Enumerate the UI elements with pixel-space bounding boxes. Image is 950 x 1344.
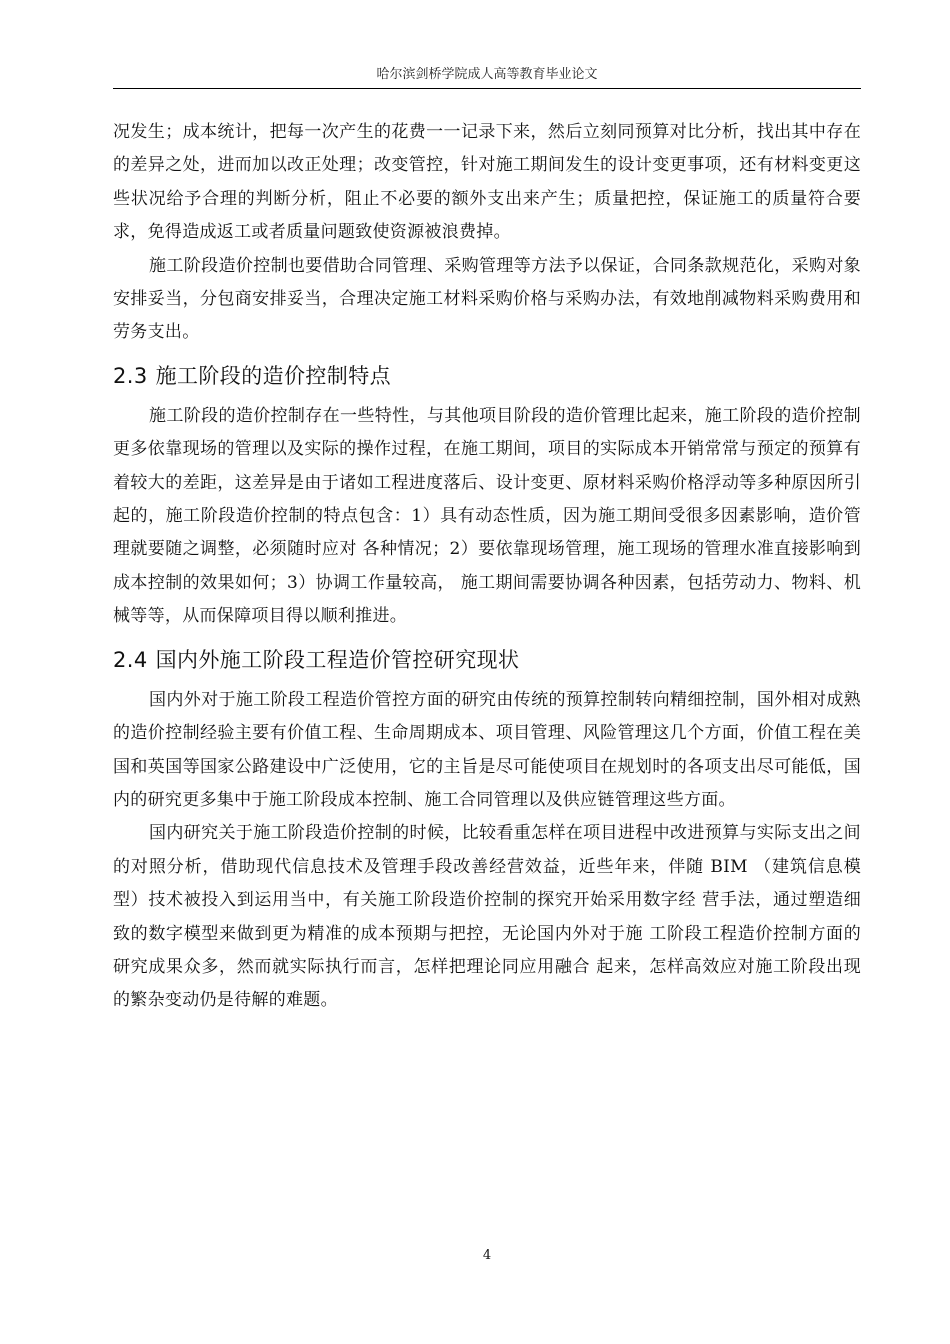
page-number: 4 [482, 1248, 492, 1263]
body-paragraph: 施工阶段的造价控制存在一些特性，与其他项目阶段的造价管理比起来，施工阶段的造价控制更多依靠现场的管理以及实际的操作过程，在施工期间，项目的实际成本开销常常与预定的预算有着较大的差距，这差异是由于诸如工程进度落后、设计变更、原材料采购价格浮动等多种原因所引起的，施工阶段造价控制的特点包含：1）具有动态性质，因为施工期间受很多因素影响，造价管理就要随之调整，必须随时应对 各种情况；2）要依靠现场管理，施工现场的管理水准直接影响到成本控制的效果如何；3）协调工作量较高， 施工期间需要协调各种因素，包括劳动力、物料、机械等等，从而保障项目得以顺利推进。 [113, 405, 861, 627]
header-divider [113, 88, 861, 89]
section-number: 2.4 [113, 647, 148, 672]
document-body [113, 116, 861, 1018]
body-paragraph: 施工阶段造价控制也要借助合同管理、采购管理等方法予以保证，合同条款规范化，采购对象安排妥当，分包商安排妥当，合理决定施工材料采购价格与采购办法，有效地削减物料采购费用和劳务支出。 [113, 255, 861, 343]
section-title: 施工阶段的造价控制特点 [155, 363, 392, 388]
body-paragraph: 况发生；成本统计，把每一次产生的花费一一记录下来，然后立刻同预算对比分析，找出其中存在的差异之处，进而加以改正处理；改变管控，针对施工期间发生的设计变更事项，还有材料变更这些状况给予合理的判断分析，阻止不必要的额外支出来产生；质量把控，保证施工的质量符合要求，免得造成返工或者质量问题致使资源被浪费掉。 [113, 122, 861, 243]
section-number: 2.3 [113, 363, 148, 388]
section-title: 国内外施工阶段工程造价管控研究现状 [155, 647, 520, 672]
section-heading-2-4 [113, 638, 861, 682]
body-paragraph: 国内研究关于施工阶段造价控制的时候，比较看重怎样在项目进程中改进预算与实际支出之间的对照分析，借助现代信息技术及管理手段改善经营效益，近些年来，伴随 BIM （建筑信息模型）技术被投入到运用当中，有关施工阶段造价控制的探究开始采用数字经 营手法，通过塑造细致的数字模型来做到更为精准的成本预期与把控，无论国内外对于施 工阶段工程造价控制方面的研究成果众多，然而就实际执行而言，怎样把理论同应用融合 起来，怎样高效应对施工阶段出现的繁杂变动仍是待解的难题。 [113, 823, 861, 1011]
body-paragraph: 国内外对于施工阶段工程造价管控方面的研究由传统的预算控制转向精细控制，国外相对成熟的造价控制经验主要有价值工程、生命周期成本、项目管理、风险管理这几个方面，价值工程在美国和英国等国家公路建设中广泛使用，它的主旨是尽可能使项目在规划时的各项支出尽可能低，国内的研究更多集中于施工阶段成本控制、施工合同管理以及供应链管理这些方面。 [113, 689, 861, 810]
section-heading-2-3 [113, 354, 861, 398]
running-header: 哈尔滨剑桥学院成人高等教育毕业论文 [376, 67, 598, 82]
